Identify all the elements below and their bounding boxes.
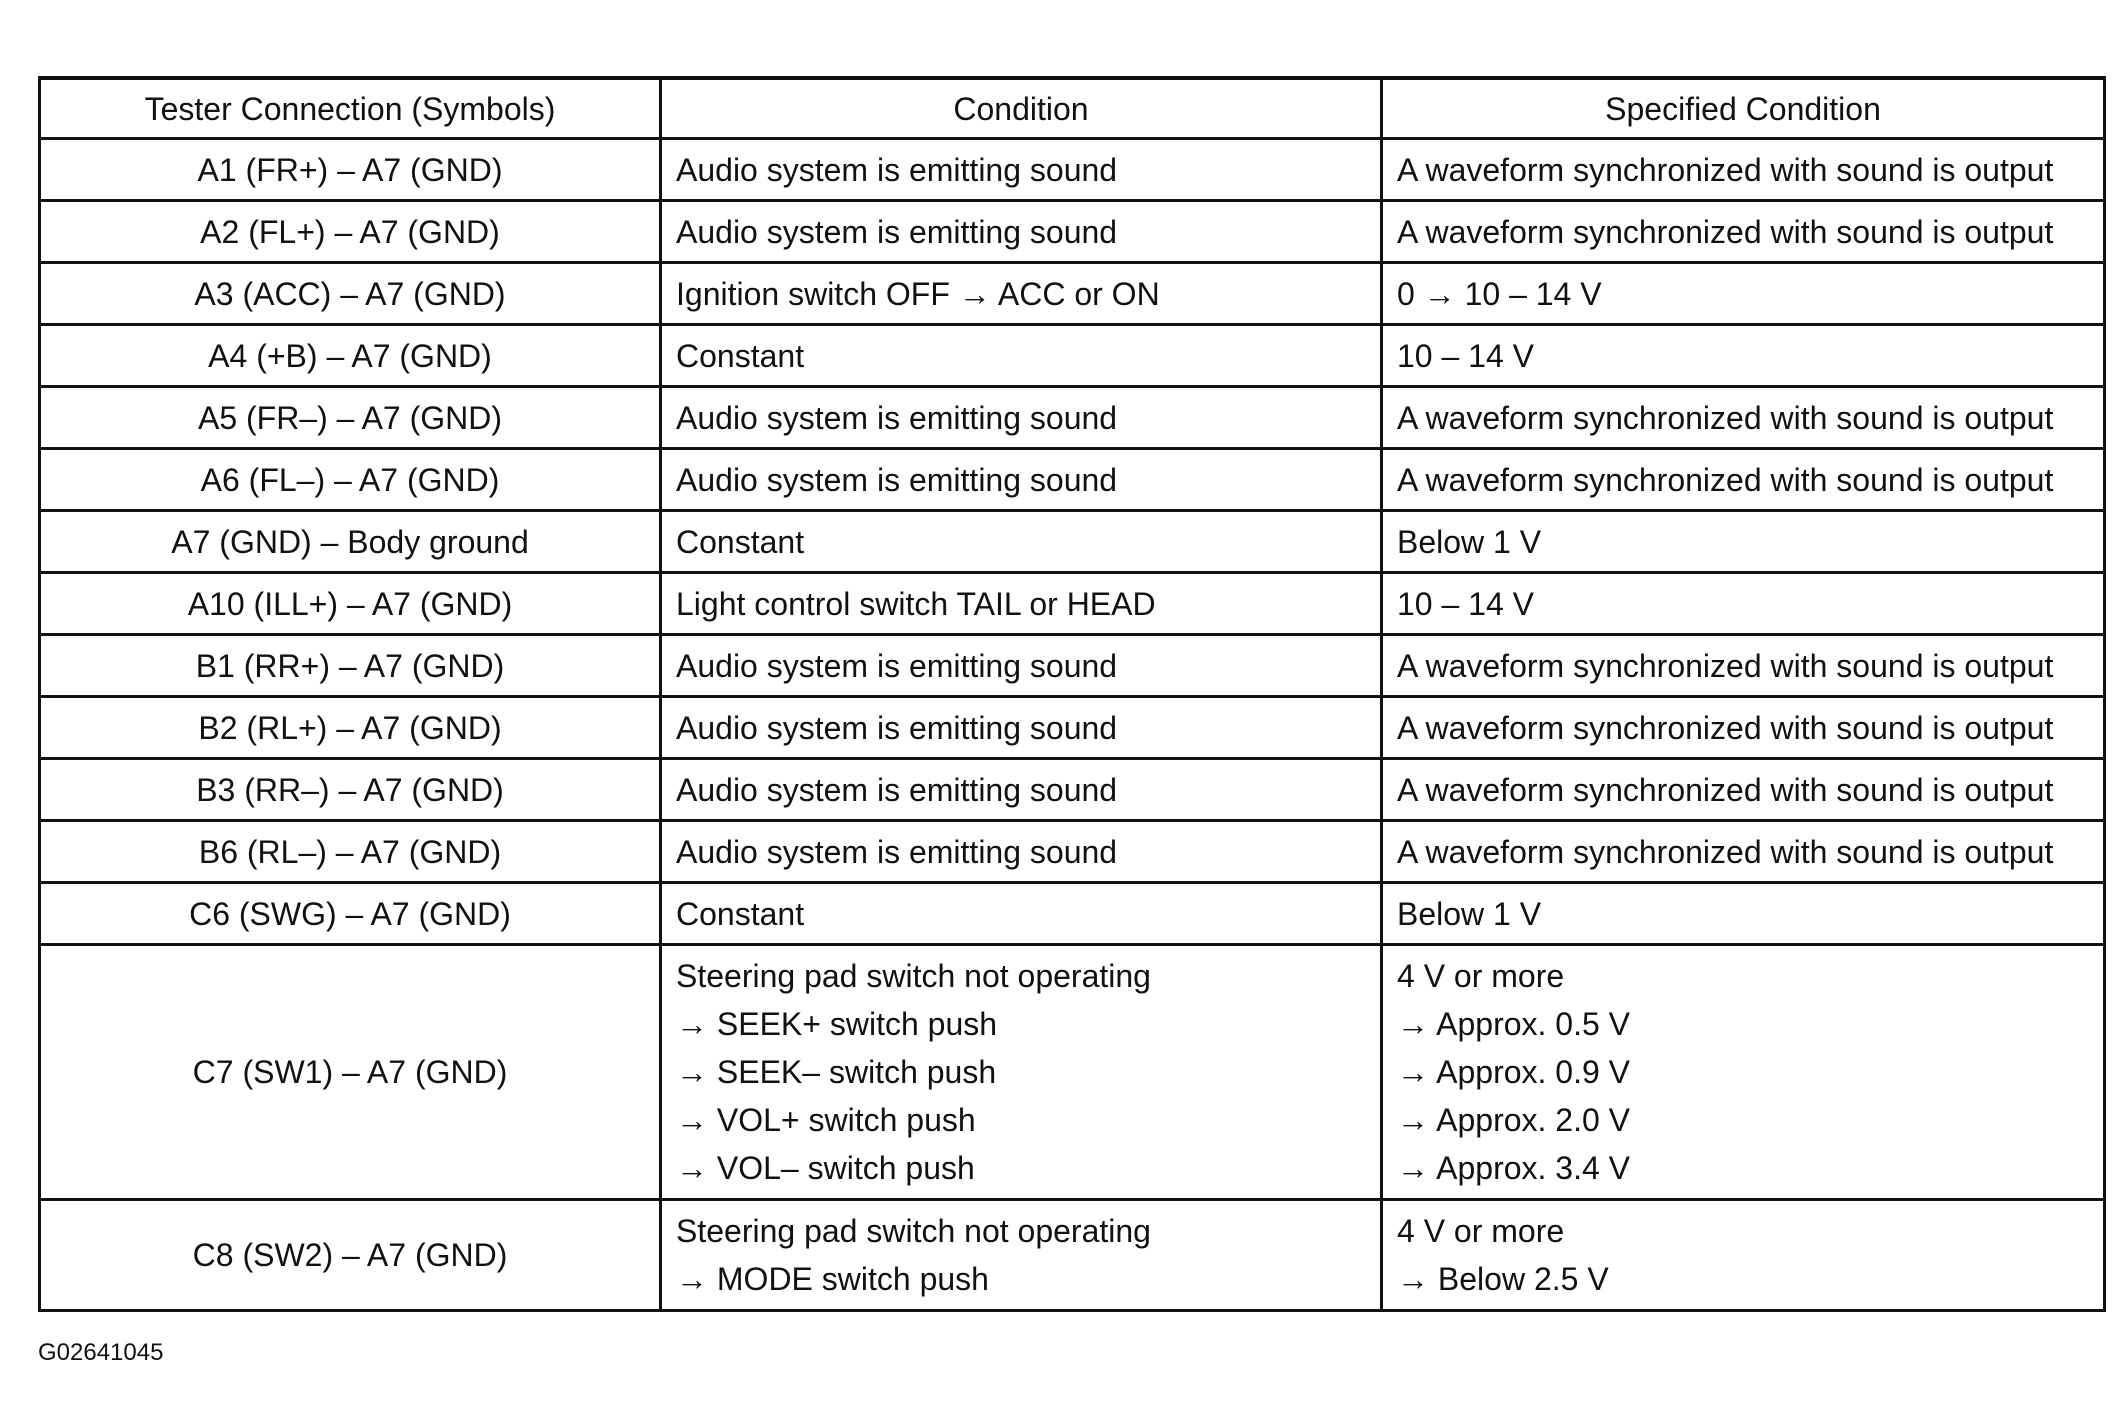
cell-tester-connection: B2 (RL+) – A7 (GND) xyxy=(40,697,661,759)
cell-condition-line: → MODE switch push xyxy=(676,1261,989,1297)
cell-specified-condition: A waveform synchronized with sound is output xyxy=(1382,139,2105,201)
cell-specified-condition-line: 4 V or more xyxy=(1397,1213,1565,1249)
cell-condition: Audio system is emitting sound xyxy=(661,821,1382,883)
cell-condition-lines xyxy=(676,1201,1366,1309)
cell-condition: Constant xyxy=(661,325,1382,387)
cell-tester-connection: A1 (FR+) – A7 (GND) xyxy=(40,139,661,201)
cell-tester-connection: B6 (RL–) – A7 (GND) xyxy=(40,821,661,883)
table-row xyxy=(40,139,2105,201)
cell-specified-condition-line: 4 V or more xyxy=(1397,958,1565,994)
cell-tester-connection: A10 (ILL+) – A7 (GND) xyxy=(40,573,661,635)
cell-condition: Audio system is emitting sound xyxy=(661,697,1382,759)
header-specified-condition: Specified Condition xyxy=(1382,78,2105,139)
cell-condition-line: → VOL+ switch push xyxy=(676,1102,976,1138)
cell-specified-condition: Below 1 V xyxy=(1382,511,2105,573)
cell-tester-connection: B1 (RR+) – A7 (GND) xyxy=(40,635,661,697)
cell-condition: Ignition switch OFF → ACC or ON xyxy=(661,263,1382,325)
table-row xyxy=(40,945,2105,1200)
table-row xyxy=(40,821,2105,883)
cell-specified-condition xyxy=(1382,945,2105,1200)
inspection-table xyxy=(38,76,2106,1312)
cell-tester-connection: C7 (SW1) – A7 (GND) xyxy=(40,945,661,1200)
cell-specified-condition: A waveform synchronized with sound is output xyxy=(1382,635,2105,697)
cell-specified-condition-lines xyxy=(1397,946,2089,1198)
cell-condition-line: → VOL– switch push xyxy=(676,1150,975,1186)
cell-specified-condition: Below 1 V xyxy=(1382,883,2105,945)
table-row xyxy=(40,759,2105,821)
table-row xyxy=(40,697,2105,759)
table-row xyxy=(40,511,2105,573)
cell-condition-lines xyxy=(676,946,1366,1198)
cell-specified-condition: A waveform synchronized with sound is output xyxy=(1382,697,2105,759)
table-header xyxy=(40,78,2105,139)
table-row xyxy=(40,263,2105,325)
header-tester-connection: Tester Connection (Symbols) xyxy=(40,78,661,139)
table-row xyxy=(40,635,2105,697)
cell-condition: Audio system is emitting sound xyxy=(661,759,1382,821)
cell-specified-condition xyxy=(1382,1200,2105,1311)
cell-specified-condition: A waveform synchronized with sound is output xyxy=(1382,387,2105,449)
header-row xyxy=(40,78,2105,139)
table-row xyxy=(40,1200,2105,1311)
table-row xyxy=(40,573,2105,635)
table-row xyxy=(40,883,2105,945)
cell-specified-condition-line: → Approx. 3.4 V xyxy=(1397,1150,1631,1186)
cell-condition: Audio system is emitting sound xyxy=(661,139,1382,201)
cell-tester-connection: A6 (FL–) – A7 (GND) xyxy=(40,449,661,511)
cell-tester-connection: A5 (FR–) – A7 (GND) xyxy=(40,387,661,449)
cell-condition-line: → SEEK– switch push xyxy=(676,1054,997,1090)
cell-condition-line: Steering pad switch not operating xyxy=(676,958,1151,994)
cell-specified-condition: 0 → 10 – 14 V xyxy=(1382,263,2105,325)
cell-specified-condition: 10 – 14 V xyxy=(1382,325,2105,387)
cell-tester-connection: A7 (GND) – Body ground xyxy=(40,511,661,573)
cell-tester-connection: A4 (+B) – A7 (GND) xyxy=(40,325,661,387)
table-row xyxy=(40,201,2105,263)
cell-condition: Light control switch TAIL or HEAD xyxy=(661,573,1382,635)
cell-condition xyxy=(661,945,1382,1200)
cell-tester-connection: A2 (FL+) – A7 (GND) xyxy=(40,201,661,263)
cell-condition-line: Steering pad switch not operating xyxy=(676,1213,1151,1249)
cell-specified-condition: A waveform synchronized with sound is output xyxy=(1382,201,2105,263)
cell-tester-connection: A3 (ACC) – A7 (GND) xyxy=(40,263,661,325)
cell-specified-condition-line: → Approx. 2.0 V xyxy=(1397,1102,1631,1138)
cell-condition-line: → SEEK+ switch push xyxy=(676,1006,998,1042)
cell-specified-condition: A waveform synchronized with sound is output xyxy=(1382,449,2105,511)
cell-condition: Audio system is emitting sound xyxy=(661,201,1382,263)
cell-specified-condition-line: → Approx. 0.9 V xyxy=(1397,1054,1631,1090)
cell-specified-condition: A waveform synchronized with sound is output xyxy=(1382,759,2105,821)
cell-condition: Constant xyxy=(661,883,1382,945)
cell-condition: Audio system is emitting sound xyxy=(661,387,1382,449)
table-row xyxy=(40,387,2105,449)
cell-specified-condition: A waveform synchronized with sound is output xyxy=(1382,821,2105,883)
table-row xyxy=(40,325,2105,387)
cell-tester-connection: C8 (SW2) – A7 (GND) xyxy=(40,1200,661,1311)
cell-condition: Audio system is emitting sound xyxy=(661,449,1382,511)
cell-specified-condition-line: → Below 2.5 V xyxy=(1397,1261,1609,1297)
cell-tester-connection: C6 (SWG) – A7 (GND) xyxy=(40,883,661,945)
cell-condition: Audio system is emitting sound xyxy=(661,635,1382,697)
cell-specified-condition-line: → Approx. 0.5 V xyxy=(1397,1006,1631,1042)
table-row xyxy=(40,449,2105,511)
header-condition: Condition xyxy=(661,78,1382,139)
cell-condition: Constant xyxy=(661,511,1382,573)
cell-specified-condition: 10 – 14 V xyxy=(1382,573,2105,635)
cell-condition xyxy=(661,1200,1382,1311)
table-body xyxy=(40,139,2105,1311)
figure-code: G02641045 xyxy=(38,1339,164,1366)
cell-tester-connection: B3 (RR–) – A7 (GND) xyxy=(40,759,661,821)
cell-specified-condition-lines xyxy=(1397,1201,2089,1309)
